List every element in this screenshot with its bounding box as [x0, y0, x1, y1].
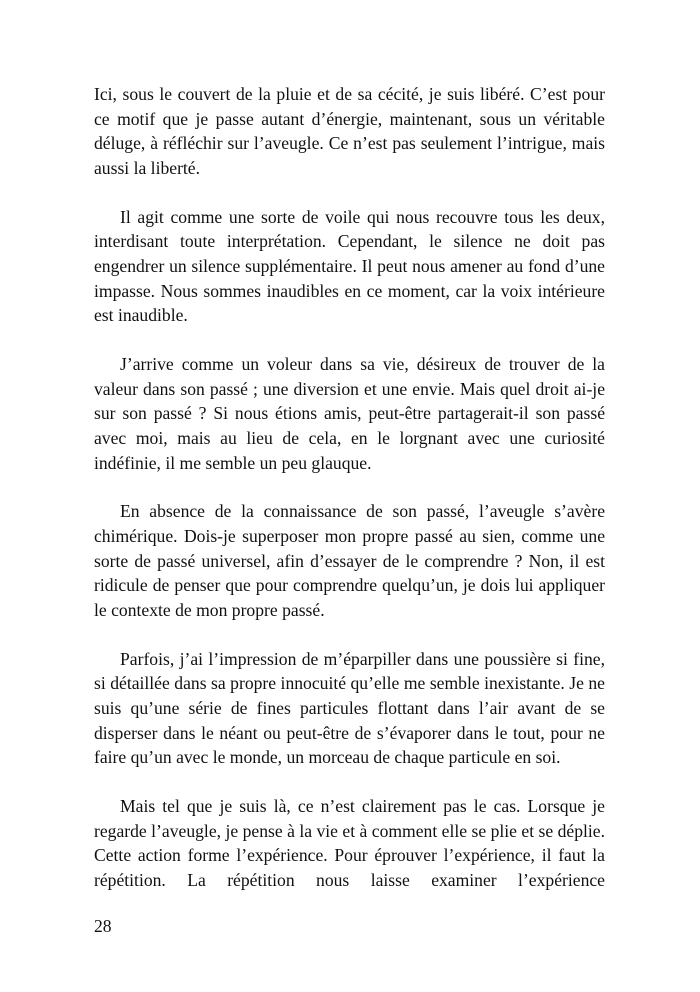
paragraph: J’arrive comme un voleur dans sa vie, désireux de trouver de la valeur dans son passé ; une diversion et une envie. Mais quel droit ai-je sur son passé ? Si nous étions amis, peut-être partagerait-il son passé avec moi, mais au lieu de cela, en le lorgnant avec une curiosité indéfinie, il me semble un peu glauque.	[94, 354, 605, 473]
page-number: 28	[94, 916, 112, 936]
paragraph: Il agit comme une sorte de voile qui nous recouvre tous les deux, interdisant toute interprétation. Cependant, le silence ne doit pas engendrer un silence supplémentaire. Il peut nous amener au fond d’une impasse. Nous sommes inaudibles en ce moment, car la voix intérieure est inaudible.	[94, 206, 605, 326]
page-body	[94, 82, 605, 893]
paragraph: Mais tel que je suis là, ce n’est clairement pas le cas. Lorsque je regarde l’aveugle, je pense à la vie et à comment elle se plie et se déplie. Cette action forme l’expérience. Pour éprouver l’expérience, il faut la répétition. La répétition nous laisse examiner l’expérience	[94, 796, 605, 890]
paragraph: Parfois, j’ai l’impression de m’éparpiller dans une poussière si fine, si détaillée dans sa propre innocuité qu’elle me semble inexistante. Je ne suis qu’une série de fines particules flottant dans l’air avant de se disperser dans le néant ou peut-être de s’évaporer dans le tout, pour ne faire qu’un avec le monde, un morceau de chaque particule en soi.	[94, 648, 605, 768]
paragraph: En absence de la connaissance de son passé, l’aveugle s’avère chimérique. Dois-je superposer mon propre passé au sien, comme une sorte de passé universel, afin d’essayer de le comprendre ? Non, il est ridicule de penser que pour comprendre quelqu’un, je dois lui appliquer le contexte de mon propre passé.	[94, 501, 605, 620]
paragraph: Ici, sous le couvert de la pluie et de sa cécité, je suis libéré. C’est pour ce motif que je passe autant d’énergie, maintenant, sous un véritable déluge, à réfléchir sur l’aveugle. Ce n’est pas seulement l’intrigue, mais aussi la liberté.	[94, 84, 605, 178]
